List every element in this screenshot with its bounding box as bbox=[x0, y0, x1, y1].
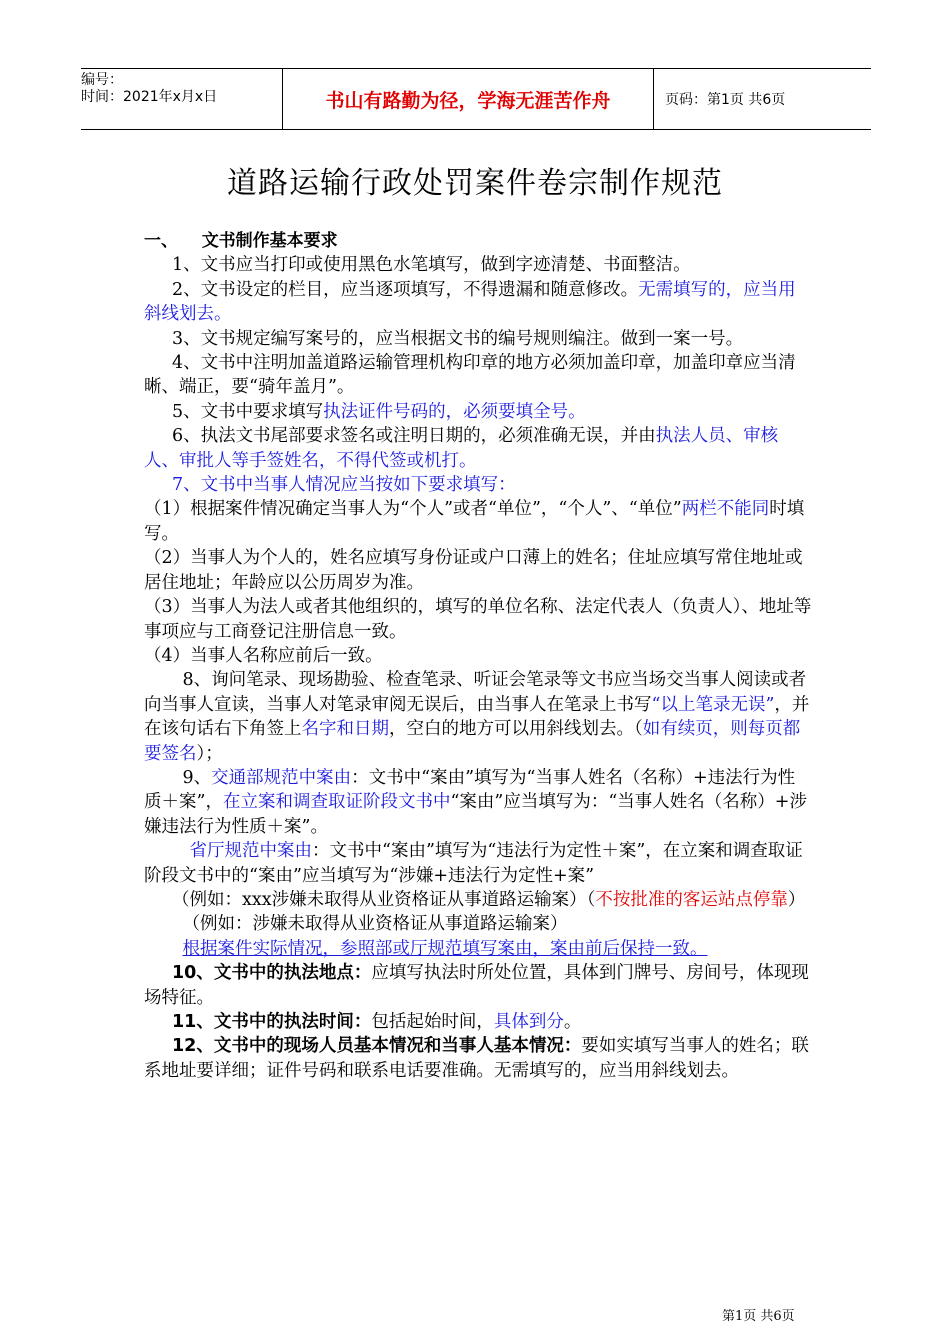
note-paragraph: 根据案件实际情况，参照部或厅规范填写案由，案由前后保持一致。 bbox=[182, 938, 708, 959]
paragraph-2-text: 2、文书设定的栏目，应当逐项填写，不得遗漏和随意修改。 bbox=[172, 279, 639, 300]
paragraph-12 bbox=[144, 1034, 812, 1083]
example-1-text: （例如：xxx涉嫌未取得从业资格证从事道路运输案）（ bbox=[172, 889, 596, 910]
paragraph-2 bbox=[144, 278, 812, 327]
paragraph-7-2: （2）当事人为个人的，姓名应填写身份证或户口薄上的姓名；住址应填写常住地址或居住地址；年龄应以公历周岁为准。 bbox=[144, 548, 803, 593]
section-heading bbox=[144, 229, 812, 253]
paragraph-10-text: 应填写执法时所处位置，具体到门牌号、房间号，体现现场特征。 bbox=[144, 963, 809, 1008]
paragraph-9-tail: “案由”应当填写为：“当事人姓名（名称）+涉嫌违法行为性质＋案”。 bbox=[144, 792, 807, 837]
paragraph-11-tail: 。 bbox=[563, 1012, 582, 1032]
paragraph-10 bbox=[144, 961, 812, 1010]
header-left-cell bbox=[81, 69, 281, 132]
paragraph-8-text: 8、询问笔录、现场勘验、检查笔录、听证会笔录等文书应当场交当事人阅读或者向当事人宣读，当事人对笔录审阅无误后，由当事人在笔录上书写 bbox=[144, 670, 807, 715]
paragraph-8-text-2: ，并在该句话右下角签上 bbox=[144, 694, 810, 740]
paragraph-12-text: 要如实填写当事人的姓名；联系地址要详细；证件号码和联系电话要准确。无需填写的，应当用斜线划去。 bbox=[144, 1036, 809, 1081]
paragraph-5-highlight: 执法证件号码的，必须要填全号。 bbox=[323, 401, 586, 422]
example-2: （例如：涉嫌未取得从业资格证从事道路运输案） bbox=[182, 914, 568, 935]
paragraph-7-3: （3）当事人为法人或者其他组织的，填写的单位名称、法定代表人（负责人）、地址等事项应与工商登记注册信息一致。 bbox=[144, 597, 812, 642]
paragraph-8-text-3: ，空白的地方可以用斜线划去。（ bbox=[389, 719, 643, 740]
header-motto: 书山有路勤为径，学海无涯苦作舟 bbox=[282, 69, 654, 129]
paragraph-7-1-tail: 时填写。 bbox=[144, 499, 805, 544]
paragraph-11-text: 包括起始时间， bbox=[371, 1012, 494, 1032]
paragraph-9-num: 9、 bbox=[182, 767, 212, 788]
paragraph-7-1-highlight: 两栏不能同 bbox=[681, 499, 770, 520]
provincial-text: ：文书中“案由”填写为“违法行为定性＋案”，在立案和调查取证阶段文书中的“案由”应当填写为“涉嫌+违法行为定性+案” bbox=[144, 841, 803, 886]
paragraph-5 bbox=[144, 400, 812, 424]
paragraph-4: 4、文书中注明加盖道路运输管理机构印章的地方必须加盖印章，加盖印章应当清晰、端正，要“骑年盖月”。 bbox=[144, 353, 796, 398]
document-title: 道路运输行政处罚案件卷宗制作规范 bbox=[227, 166, 723, 201]
page-footer: 第1页 共6页 bbox=[722, 1309, 795, 1324]
paragraph-6 bbox=[144, 424, 812, 473]
paragraph-9-highlight: 交通部规范中案由 bbox=[211, 767, 352, 788]
paragraph-9 bbox=[144, 766, 812, 839]
paragraph-provincial bbox=[144, 839, 812, 888]
paragraph-8-highlight-2: 如有续页，则每页都要签名 bbox=[144, 719, 801, 764]
paragraph-7-1 bbox=[144, 497, 812, 546]
paragraph-1: 1、文书应当打印或使用黑色水笔填写，做到字迹清楚、书面整洁。 bbox=[172, 255, 691, 276]
paragraph-2-highlight: 无需填写的，应当用斜线划去。 bbox=[144, 279, 796, 325]
paragraph-11-highlight: 具体到分 bbox=[493, 1012, 564, 1032]
example-1-highlight: 不按批准的客运站点停靠 bbox=[595, 889, 788, 910]
provincial-highlight: 省厅规范中案由 bbox=[189, 841, 312, 862]
header-page-label: 页码：第1页 共6页 bbox=[665, 92, 786, 108]
paragraph-9-text: ：文书中“案由”填写为“当事人姓名（名称）+违法行为性质＋案”， bbox=[144, 767, 796, 813]
document-body bbox=[144, 229, 812, 1083]
paragraph-8-tail: ）； bbox=[196, 743, 223, 764]
paragraph-7-4: （4）当事人名称应前后一致。 bbox=[144, 645, 383, 666]
paragraph-7-1-text: （1）根据案件情况确定当事人为“个人”或者“单位”，“个人”、“单位” bbox=[144, 499, 682, 520]
paragraph-5-text: 5、文书中要求填写 bbox=[172, 401, 324, 422]
paragraph-3: 3、文书规定编写案号的，应当根据文书的编号规则编注。做到一案一号。 bbox=[172, 328, 744, 349]
paragraph-10-label: 10、文书中的执法地点： bbox=[172, 963, 372, 984]
paragraph-6-highlight: 执法人员、审核人、审批人等手签姓名，不得代签或机打。 bbox=[144, 426, 779, 471]
paragraph-8-quote: “以上笔录无误” bbox=[651, 694, 775, 715]
document-time-label: 时间：2021年x月x日 bbox=[81, 89, 218, 105]
paragraph-8-highlight: 名字和日期 bbox=[301, 719, 389, 740]
paragraph-12-label: 12、文书中的现场人员基本情况和当事人基本情况： bbox=[172, 1036, 582, 1057]
header-table bbox=[81, 68, 871, 130]
paragraph-11-label: 11、文书中的执法时间： bbox=[172, 1012, 372, 1032]
paragraph-6-text: 6、执法文书尾部要求签名或注明日期的，必须准确无误，并由 bbox=[172, 426, 656, 447]
example-1 bbox=[144, 888, 812, 912]
paragraph-7: 7、文书中当事人情况应当按如下要求填写： bbox=[172, 475, 516, 496]
paragraph-11 bbox=[144, 1010, 812, 1034]
document-number-label: 编号： bbox=[81, 72, 123, 88]
section-title: 文书制作基本要求 bbox=[201, 231, 338, 251]
section-number: 一、 bbox=[144, 231, 178, 251]
paragraph-8 bbox=[144, 668, 812, 766]
paragraph-9-highlight-2: 在立案和调查取证阶段文书中 bbox=[222, 792, 451, 813]
example-1-tail: ） bbox=[787, 889, 806, 910]
